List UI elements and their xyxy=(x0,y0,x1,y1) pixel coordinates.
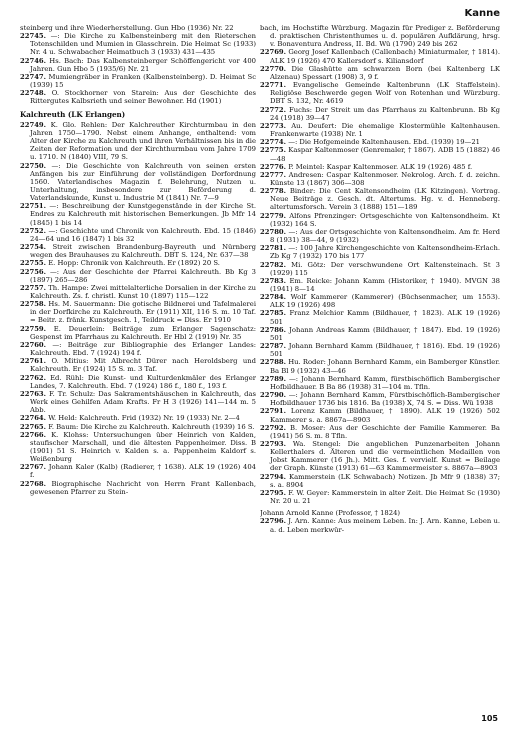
entry-number: 22778. xyxy=(260,187,287,196)
entry-text: Wolf Kammerer (Kammerer) (Büchsenmacher, um 1553). ALK 19 (1926) 498 xyxy=(270,293,500,310)
entry-number: 22748. xyxy=(20,89,47,98)
bibliography-entry xyxy=(260,48,500,64)
entry-text: Hs. Bach: Das Kalbensteinberger Schöffengericht vor 400 Jahren. Gun Hbo 5 (1935/6) Nr. 21 xyxy=(30,56,256,73)
entry-text: J. Arn. Kanne: Aus meinem Leben. In: J. Arn. Kanne, Leben u. a. d. Leben merkwür- xyxy=(270,517,500,534)
entry-number: 22761. xyxy=(20,357,47,366)
entry-number: 22751. xyxy=(20,202,47,211)
bibliography-entry xyxy=(260,244,500,260)
bibliography-entry xyxy=(260,509,500,517)
entry-number: 22775. xyxy=(260,146,287,155)
entry-text: Th. Hampe: Zwei mittelalterliche Dorsalien in der Kirche zu Kalchreuth. Zs. f. christl. Kunst 10 (1897) 115—122 xyxy=(30,283,256,300)
bibliography-entry xyxy=(260,326,500,342)
entry-text: Mumiengräber in Franken (Kalbensteinberg). D. Heimat Sc (1939) 15 xyxy=(30,72,256,90)
bibliography-entry xyxy=(260,138,500,146)
entry-number: 22779. xyxy=(260,211,287,220)
entry-text: B. Moser: Aus der Geschichte der Familie Kammerer. Ba (1941) 56 S. m. 8 Tfln. xyxy=(270,423,500,440)
entry-number: 22750. xyxy=(20,161,47,170)
entry-text: —: Aus der Geschichte der Pfarrei Kalchreuth. Bb Kg 3 (1897) 265—286 xyxy=(30,267,256,284)
entry-text: Fuchs: Der Streit um das Pfarrhaus zu Kaltenbrunn. Bb Kg 24 (1918) 39—47 xyxy=(270,105,500,122)
bibliography-entry xyxy=(260,228,500,244)
entry-text: Biographische Nachricht von Herrn Frant Kallenbach, gewesenen Pfarrer zu Stein- xyxy=(30,479,256,496)
entry-number: 22759. xyxy=(20,324,47,333)
bibliography-entry xyxy=(260,293,500,309)
entry-number: 22787. xyxy=(260,342,287,351)
entry-text: F. W. Geyer: Kammerstein in alter Zeit. Die Heimat Sc (1930) Nr. 20 u. 21 xyxy=(270,488,500,506)
entry-text: —: Aus der Ortsgeschichte von Kaltensondheim. Am fr. Herd 8 (1931) 38—44, 9 (1932) xyxy=(270,227,500,245)
entry-number: 22765. xyxy=(20,422,47,431)
bibliography-entry xyxy=(20,357,256,373)
bibliography-entry xyxy=(20,73,256,89)
bibliography-entry xyxy=(20,325,256,341)
bibliography-entry xyxy=(20,341,256,357)
entry-number: 22793. xyxy=(260,439,287,448)
entry-number: 22767. xyxy=(20,463,47,472)
entry-text: Evangelische Gemeinde Kaltenbrunn (LK Staffelstein). Religiöse Beschwerde gegen Wolf von Rotenhan und Würzburg. DBT S. 132, Nr. 4619 xyxy=(270,81,500,106)
entry-text: Binder: Die Cent Kaltensondheim (LK Kitzingen). Vortrag. Neue Beiträge z. Gesch. dt. Altertums. Hg. v. d. Henneberg. altertumsforsch. Verein 3 (1888) 151—189 xyxy=(270,187,500,212)
bibliography-entry xyxy=(260,122,500,138)
entry-number: 22769. xyxy=(260,48,287,57)
bibliography-entry xyxy=(20,300,256,324)
entry-number: 22780. xyxy=(260,227,287,236)
bibliography-entry xyxy=(20,463,256,479)
entry-text: Hu. Roder: Johann Bernhard Kamm, ein Bamberger Künstler. Ba Bl 9 (1932) 43—46 xyxy=(270,358,500,375)
entry-number: 22754. xyxy=(20,243,47,252)
entry-text: Franz Melchior Kamm (Bildhauer, † 1823). ALK 19 (1926) 501 xyxy=(270,309,500,326)
bibliography-entry xyxy=(20,374,256,390)
bibliography-entry xyxy=(260,489,500,505)
bibliography-entry xyxy=(20,57,256,73)
entry-number: 22781. xyxy=(260,244,287,253)
entry-text: F. Tr. Schulz: Das Sakramentshäuschen in Kalchreuth, das Werk eines Gehilfen Adam Krafts. Fr H 3 (1926) 141—144 m. 5 Abb. xyxy=(30,389,256,415)
entry-number: 22764. xyxy=(20,414,47,423)
entry-text: —: Johann Bernhard Kamm, fürstbischöflich Bambergischer Hofbildhauer. B Ba 86 (1938) 31—104 m. Tfln. xyxy=(270,374,500,391)
entry-text: O. Stockhorner von Starein: Aus der Geschichte des Rittergutes Kalbsrieth und seiner Bewohner. Hd (1901) xyxy=(30,89,256,106)
left-column xyxy=(20,24,256,496)
bibliography-entry xyxy=(260,146,500,162)
bibliography-entry xyxy=(260,517,500,533)
entry-text: O. Mitius: Mit Albrecht Dürer nach Heroldsberg und Kalchreuth. Er (1924) 15 S. m. 3 Taf. xyxy=(30,357,256,374)
bibliography-entry xyxy=(260,358,500,374)
entry-number: 22768. xyxy=(20,479,47,488)
entry-text: —: Die Geschichte von Kalchreuth von seinen ersten Anfängen bis zur Einführung der vollständigen Dorfordnung 1560. Vaterlandisches Magazin f. Belehrung, Nutzen u. Unterhaltung, insbesondere zur Beförderung d. Vaterlandskunde, Kunst u. Industrie M (1841) Nr. 7—9 xyxy=(30,161,256,203)
bibliography-entry xyxy=(20,121,256,162)
entry-text: Die Glashütte am schwarzen Born (bei Kaltenberg LK Alzenau) Spessart (1908) 3, 9 f. xyxy=(270,64,500,81)
entry-text: —: Johann Bernhard Kamm, Fürstbischöflich-Bambergischer Hofbildhauer 1736 bis 1816. Ba (1938) X, 74 S. = Diss. Wü 1938 xyxy=(270,391,500,408)
bibliography-entry xyxy=(260,163,500,171)
entry-text: —: Beiträge zur Bibliographie des Erlanger Landes: Kalchreuth. Ebd. 7 (1924) 194 f. xyxy=(30,340,256,358)
entry-number: 22763. xyxy=(20,389,47,398)
entry-number: 22773. xyxy=(260,121,287,130)
bibliography-entry xyxy=(20,227,256,243)
entry-text: K. Klohss: Untersuchungen über Heinrich von Kalden, staufischer Marschall, und die ältesten Pappenheimer. Diss. B (1901) 51 S. Heinrich v. Kalden s. a. Pappenheim Kaldorf s. Weißenburg xyxy=(30,430,256,464)
bibliography-entry xyxy=(260,407,500,423)
entry-number: 22796. xyxy=(260,517,287,526)
entry-text: —: Die Hofgemeinde Kaltenhausen. Ebd. (1939) 19—21 xyxy=(288,138,480,147)
entry-text: Andresen: Caspar Kaltenmoser. Nekrolog. Arch. f. d. zeichn. Künste 13 (1867) 306—308 xyxy=(270,170,500,187)
entry-number: 22762. xyxy=(20,373,47,382)
entry-number: 22792. xyxy=(260,423,287,432)
entry-number: 22774. xyxy=(260,138,287,147)
bibliography-entry xyxy=(260,391,500,407)
bibliography-entry xyxy=(260,309,500,325)
entry-number: 22782. xyxy=(260,260,287,269)
bibliography-entry xyxy=(260,342,500,358)
entry-text: P. Meintel: Kaspar Kaltenmoser. ALK 19 (1926) 485 f. xyxy=(288,162,473,171)
entry-number: 22770. xyxy=(260,64,287,73)
entry-number: 22746. xyxy=(20,56,47,65)
bibliography-entry xyxy=(260,171,500,187)
bibliography-entry xyxy=(260,212,500,228)
bibliography-entry xyxy=(20,202,256,226)
entry-number: 22749. xyxy=(20,120,47,129)
bibliography-entry xyxy=(260,187,500,211)
entry-text: E. Hopp: Chronik von Kalchreuth. Er (1892) 20 S. xyxy=(48,259,220,268)
entry-text: Johann Andreas Kamm (Bildhauer, † 1847). Ebd. 19 (1926) 501 xyxy=(270,325,500,342)
entry-text: Wa. Stengel: Die angeblichen Punzenarbeiten Johann Kellerthalers d. Älteren und die vermeintlichen Medaillen von Jobst Kammerer (16 Jh.). Mitt. Ges. f. vervielf. Kunst = Beilage der Graph. Künste (1913) 61—63 Kammermeister s. 8867a—8903 xyxy=(270,439,500,473)
entry-text: Johann Kaler (Kalb) (Radierer, † 1638). ALK 19 (1926) 404 f. xyxy=(30,463,256,480)
entry-number: 22772. xyxy=(260,105,287,114)
running-header: Kanne xyxy=(464,8,500,19)
entry-text: —: Beschreibung der Kunstgegenstände in der Kirche St. Endres zu Kalchreuth mit historischen Bemerkungen. Jb Mfr 14 (1845) 1 bis 14 xyxy=(30,202,256,227)
bibliography-entry xyxy=(260,261,500,277)
bibliography-entry xyxy=(20,259,256,267)
entry-text: steinberg und ihre Wiederherstellung. Gun Hbo (1936) Nr. 22 xyxy=(20,24,234,32)
entry-number: 22786. xyxy=(260,325,287,334)
entry-text: Streit zwischen Brandenburg-Bayreuth und Nürnberg wegen des Brauhauses zu Kalchreuth. DBT S. 124, Nr. 637—38 xyxy=(30,243,256,260)
bibliography-entry xyxy=(20,243,256,259)
entry-text: —: 100 Jahre Kirchengeschichte von Kaltensondheim-Erlach. Zb Kg 7 (1932) 170 bis 177 xyxy=(270,244,500,261)
bibliography-entry xyxy=(260,106,500,122)
entry-number: 22776. xyxy=(260,162,287,171)
entry-text: bach, im Hochstifte Würzburg. Magazin für Prediger z. Beförderung d. praktischen Christenthumes u. d. populären Aufklärung, hrsg. v. Bonaventura Andress, II. Bd. Wü (1790) 249 bis 262 xyxy=(260,24,500,49)
bibliography-entry xyxy=(20,414,256,422)
bibliography-entry xyxy=(20,431,256,464)
entry-number: 22752. xyxy=(20,226,47,235)
entry-number: 22790. xyxy=(260,391,287,400)
bibliography-entry xyxy=(20,480,256,496)
entry-text: F. Baum: Die Kirche zu Kalchreuth. Kalchreuth (1939) 16 S. xyxy=(48,422,255,431)
entry-text: Kammerstein (LK Schwabach) Notizen. Jb Mfr 9 (1838) 37; s. a. 8904 xyxy=(270,472,500,489)
section-heading: Kalchreuth (LK Erlangen) xyxy=(20,109,126,119)
entry-number: 22747. xyxy=(20,72,47,81)
entry-number: 22785. xyxy=(260,309,287,318)
bibliography-entry xyxy=(260,24,500,48)
bibliography-entry xyxy=(260,440,500,473)
entry-text: Johann Bernhard Kamm (Bildhauer, † 1816). Ebd. 19 (1926) 501 xyxy=(270,342,500,359)
entry-number: 22795. xyxy=(260,488,287,497)
bibliography-entry xyxy=(20,162,256,203)
entry-number: 22788. xyxy=(260,358,287,367)
entry-text: Em. Reicke: Johann Kamm (Historiker, † 1940). MVGN 38 (1941) 8—14 xyxy=(270,276,500,293)
entry-number: 22756. xyxy=(20,267,47,276)
bibliography-entry xyxy=(20,284,256,300)
entry-number: 22757. xyxy=(20,283,47,292)
bibliography-entry xyxy=(260,277,500,293)
entry-text: W. Held: Kalchreuth. Frid (1932) Nr. 19 (1933) Nr. 2—4 xyxy=(48,414,240,423)
entry-number: 22789. xyxy=(260,374,287,383)
bibliography-entry xyxy=(260,81,500,105)
entry-number: 22783. xyxy=(260,276,287,285)
entry-text: —: Die Kirche zu Kalbensteinberg mit den Rieterschen Totenschilden und Mumien in Glasschrein. Die Heimat Sc (1933) Nr. 4 u. Schwabacher Heimatbuch 3 (1933) 431—435 xyxy=(30,32,256,57)
entry-number: 22791. xyxy=(260,407,287,416)
bibliography-entry xyxy=(20,89,256,105)
entry-text: Georg Josef Kallenbach (Callenbach) Miniaturmaler, † 1814). ALK 19 (1926) 470 Kallersdorf s. Kiliansdorf xyxy=(270,48,500,65)
entry-text: Mi. Götz: Der verschwundene Ort Kaltensteinach. St 3 (1929) 115 xyxy=(270,260,500,277)
entry-text: Johann Arnold Kanne (Professor, † 1824) xyxy=(260,509,401,518)
entry-text: K. Glo. Rehlen: Der Kalchreuther Kirchturmbau in den Jahren 1750—1790. Nebst einem Anhange, enthaltend: vom Alter der Kirche zu Kalchreuth und ihren Verhältnissen bis in die Zeiten der Reformation und der Kirchthurmbau vom Jahre 1709 u. 1710. N (1840) VIII, 79 S. xyxy=(30,120,256,162)
bibliography-entry xyxy=(20,32,256,56)
entry-number: 22771. xyxy=(260,81,287,90)
entry-number: 22794. xyxy=(260,472,287,481)
entry-text: Ed. Rühl: Die Kunst- und Kulturdenkmäler des Erlanger Landes, 7. Kalchreuth. Ebd. 7 (1924) 186 f., 180 f., 193 f. xyxy=(30,373,256,390)
entry-text: —: Geschichte und Chronik von Kalchreuth. Ebd. 15 (1846) 24—64 und 16 (1847) 1 bis 32 xyxy=(30,226,256,243)
bibliography-entry xyxy=(20,423,256,431)
entry-number: 22760. xyxy=(20,340,47,349)
entry-number: 22755. xyxy=(20,259,47,268)
entry-text: Lorenz Kamm (Bildhauer, † 1890). ALK 19 (1926) 502 Kammerer s. a. 8867a—8903 xyxy=(270,407,500,424)
entry-number: 22777. xyxy=(260,170,287,179)
entry-number: 22784. xyxy=(260,293,287,302)
bibliography-entry xyxy=(260,473,500,489)
bibliography-entry xyxy=(260,65,500,81)
bibliography-entry xyxy=(20,390,256,414)
page-number: 105 xyxy=(481,714,498,723)
right-column xyxy=(260,24,500,534)
entry-number: 22766. xyxy=(20,430,47,439)
bibliography-entry xyxy=(260,375,500,391)
entry-text: E. Deuerlein: Beiträge zum Erlanger Sagenschatz: Gespenst im Pfarrhaus zu Kalchreuth. Er Hbl 2 (1919) Nr. 35 xyxy=(30,324,256,341)
bibliography-entry xyxy=(260,424,500,440)
entry-text: Hs. M. Sauermann: Die gotische Bildnerei und Tafelmalerei in der Dorfkirche zu Kalchreuth. Er (1911) XII, 116 S. m. 10 Taf. = Beitr. z. fränk. Kunstgesch. 1, Teildruck = Diss. Er 1910 xyxy=(30,300,256,325)
entry-text: Alfons Pfrenzinger: Ortsgeschichte von Kaltensondheim. Kt (1932) 164 S. xyxy=(270,211,500,228)
entry-text: Kaspar Kaltenmoser (Genremaler, † 1867). ADB 15 (1882) 46—48 xyxy=(270,146,500,163)
entry-text: Au. Deufert: Die ehemalige Klostermühle Kaltenhausen. Frankenwarte (1938) Nr. 1 xyxy=(270,121,500,139)
entry-number: 22758. xyxy=(20,300,47,309)
entry-number: 22745. xyxy=(20,32,47,41)
bibliography-entry xyxy=(20,24,256,32)
bibliography-entry xyxy=(20,268,256,284)
